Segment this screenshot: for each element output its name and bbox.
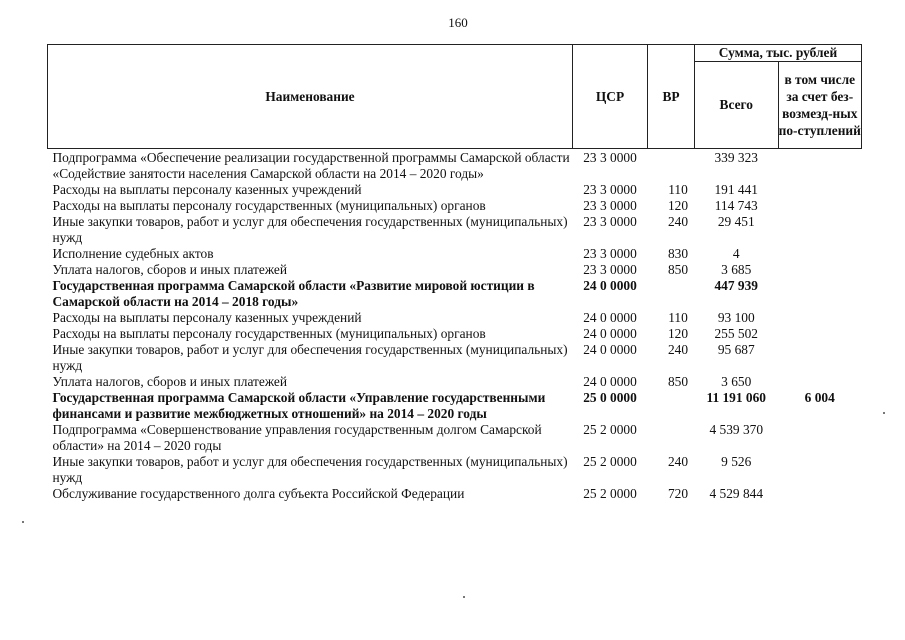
row-vr: 120 xyxy=(667,326,689,341)
header-sum: Сумма, тыс. рублей xyxy=(695,45,862,62)
row-name: Расходы на выплаты персоналу казенных учреждений xyxy=(52,182,362,197)
row-csr: 25 2 0000 xyxy=(583,486,637,501)
table-row xyxy=(48,486,862,502)
row-total: 447 939 xyxy=(714,278,759,293)
table-row xyxy=(48,422,862,454)
row-free xyxy=(778,214,862,246)
row-csr: 24 0 0000 xyxy=(583,342,637,357)
row-name: Расходы на выплаты персоналу государственных (муниципальных) органов xyxy=(52,326,486,341)
header-name: Наименование xyxy=(48,45,573,149)
row-csr: 24 0 0000 xyxy=(583,310,637,325)
table-row xyxy=(48,246,862,262)
row-vr: 120 xyxy=(667,198,689,213)
row-csr: 24 0 0000 xyxy=(583,326,637,341)
header-vr: ВР xyxy=(648,45,695,149)
header-csr: ЦСР xyxy=(573,45,648,149)
row-total: 11 191 060 xyxy=(706,390,767,405)
table-body xyxy=(48,149,862,503)
row-name: Иные закупки товаров, работ и услуг для обеспечения государственных (муниципальных) нужд xyxy=(52,342,568,373)
scan-speck xyxy=(22,521,24,523)
row-free xyxy=(778,374,862,390)
row-name: Подпрограмма «Совершенствование управления государственным долгом Самарской области» на 2014 – 2020 годы xyxy=(52,422,542,453)
table-row xyxy=(48,326,862,342)
row-total: 114 743 xyxy=(714,198,758,213)
row-vr: 240 xyxy=(667,342,689,357)
row-vr: 850 xyxy=(667,262,689,277)
row-total: 4 xyxy=(732,246,740,261)
row-total: 95 687 xyxy=(717,342,755,357)
row-name: Уплата налогов, сборов и иных платежей xyxy=(52,262,288,277)
row-free xyxy=(778,342,862,374)
row-total: 29 451 xyxy=(717,214,755,229)
row-name: Расходы на выплаты персоналу государственных (муниципальных) органов xyxy=(52,198,486,213)
row-total: 4 529 844 xyxy=(709,486,764,501)
row-total: 255 502 xyxy=(714,326,759,341)
row-total: 3 650 xyxy=(721,374,752,389)
scan-speck xyxy=(463,596,465,598)
row-free xyxy=(778,326,862,342)
table-row xyxy=(48,278,862,310)
row-free xyxy=(778,310,862,326)
row-name: Иные закупки товаров, работ и услуг для обеспечения государственных (муниципальных) нужд xyxy=(52,214,568,245)
row-csr: 24 0 0000 xyxy=(583,374,637,389)
row-csr: 23 3 0000 xyxy=(583,246,637,261)
row-free xyxy=(778,182,862,198)
table-row xyxy=(48,262,862,278)
row-free xyxy=(778,422,862,454)
row-total: 4 539 370 xyxy=(709,422,764,437)
row-vr xyxy=(648,422,695,454)
row-vr xyxy=(648,390,695,422)
row-total: 9 526 xyxy=(721,454,752,469)
table-row xyxy=(48,390,862,422)
row-free xyxy=(778,198,862,214)
row-name: Государственная программа Самарской области «Развитие мировой юстиции в Самарской области на 2014 – 2018 годы» xyxy=(52,278,535,309)
row-vr: 850 xyxy=(667,374,689,389)
table-row xyxy=(48,374,862,390)
scan-speck xyxy=(883,412,885,414)
row-free xyxy=(778,486,862,502)
row-csr: 25 0 0000 xyxy=(583,390,637,405)
row-vr: 240 xyxy=(667,214,689,229)
row-csr: 25 2 0000 xyxy=(583,422,637,437)
row-csr: 23 3 0000 xyxy=(583,198,637,213)
row-name: Государственная программа Самарской области «Управление государственными финансами и развитие межбюджетных отношений» на 2014 – 2020 годы xyxy=(52,390,546,421)
row-name: Уплата налогов, сборов и иных платежей xyxy=(52,374,288,389)
header-free: в том числе за счет без-возмезд-ных по-ступлений xyxy=(778,62,862,149)
row-vr: 830 xyxy=(667,246,689,261)
row-total: 191 441 xyxy=(714,182,759,197)
row-name: Обслуживание государственного долга субъекта Российской Федерации xyxy=(52,486,465,501)
row-name: Подпрограмма «Обеспечение реализации государственной программы Самарской области «Содействие занятости населения Самарской области на 2014 – 2020 годы» xyxy=(52,150,570,181)
row-free xyxy=(778,454,862,486)
row-vr: 110 xyxy=(668,310,688,325)
row-csr: 23 3 0000 xyxy=(583,150,637,165)
row-free xyxy=(778,149,862,183)
row-vr: 720 xyxy=(667,486,689,501)
row-csr: 23 3 0000 xyxy=(583,214,637,229)
table-row xyxy=(48,310,862,326)
table-header xyxy=(48,45,862,149)
row-total: 93 100 xyxy=(717,310,755,325)
row-vr xyxy=(648,278,695,310)
row-free: 6 004 xyxy=(804,390,835,405)
table-row xyxy=(48,342,862,374)
row-total: 339 323 xyxy=(714,150,759,165)
table-row xyxy=(48,149,862,183)
row-csr: 23 3 0000 xyxy=(583,182,637,197)
header-total: Всего xyxy=(695,62,779,149)
table-row xyxy=(48,454,862,486)
table-row xyxy=(48,198,862,214)
table-row xyxy=(48,214,862,246)
row-vr: 240 xyxy=(667,454,689,469)
row-free xyxy=(778,246,862,262)
table-row xyxy=(48,182,862,198)
row-vr xyxy=(648,149,695,183)
row-name: Иные закупки товаров, работ и услуг для обеспечения государственных (муниципальных) нужд xyxy=(52,454,568,485)
row-csr: 25 2 0000 xyxy=(583,454,637,469)
row-total: 3 685 xyxy=(721,262,752,277)
row-name: Исполнение судебных актов xyxy=(52,246,214,261)
budget-table xyxy=(47,44,862,502)
row-free xyxy=(778,262,862,278)
row-csr: 23 3 0000 xyxy=(583,262,637,277)
row-name: Расходы на выплаты персоналу казенных учреждений xyxy=(52,310,362,325)
row-free xyxy=(778,278,862,310)
page-number: 160 xyxy=(448,15,468,30)
row-vr: 110 xyxy=(668,182,688,197)
row-csr: 24 0 0000 xyxy=(583,278,637,293)
